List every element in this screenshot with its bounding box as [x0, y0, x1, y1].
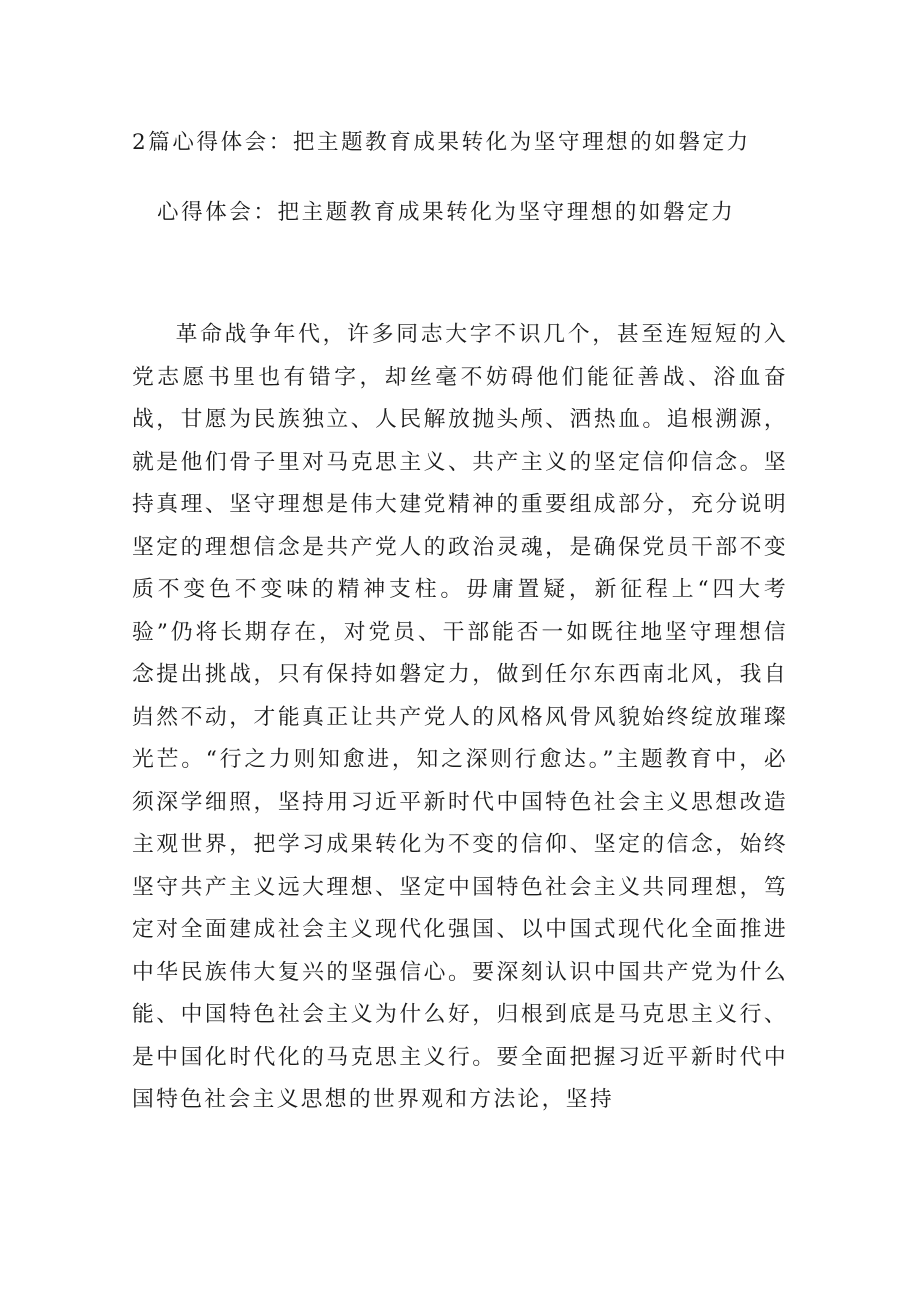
document-subheading: 心得体会：把主题教育成果转化为坚守理想的如磐定力	[157, 200, 736, 225]
document-heading: 2篇心得体会：把主题教育成果转化为坚守理想的如磐定力	[132, 130, 751, 155]
body-paragraph: 革命战争年代，许多同志大字不识几个，甚至连短短的入党志愿书里也有错字，却丝毫不妨碍他们能征善战、浴血奋战，甘愿为民族独立、人民解放抛头颅、洒热血。追根溯源，就是他们骨子里对马克思主义、共产主义的坚定信仰信念。坚持真理、坚守理想是伟大建党精神的重要组成部分，充分说明坚定的理想信念是共产党人的政治灵魂，是确保党员干部不变质不变色不变味的精神支柱。毋庸置疑，新征程上“四大考验”仍将长期存在，对党员、干部能否一如既往地坚守理想信念提出挑战，只有保持如磐定力，做到任尔东西南北风，我自岿然不动，才能真正让共产党人的风格风骨风貌始终绽放璀璨光芒。“行之力则知愈进，知之深则行愈达。”主题教育中，必须深学细照，坚持用习近平新时代中国特色社会主义思想改造主观世界，把学习成果转化为不变的信仰、坚定的信念，始终坚守共产主义远大理想、坚定中国特色社会主义共同理想，笃定对全面建成社会主义现代化强国、以中国式现代化全面推进中华民族伟大复兴的坚强信心。要深刻认识中国共产党为什么能、中国特色社会主义为什么好，归根到底是马克思主义行、是中国化时代化的马克思主义行。要全面把握习近平新时代中国特色社会主义思想的世界观和方法论，坚持	[132, 322, 788, 1112]
